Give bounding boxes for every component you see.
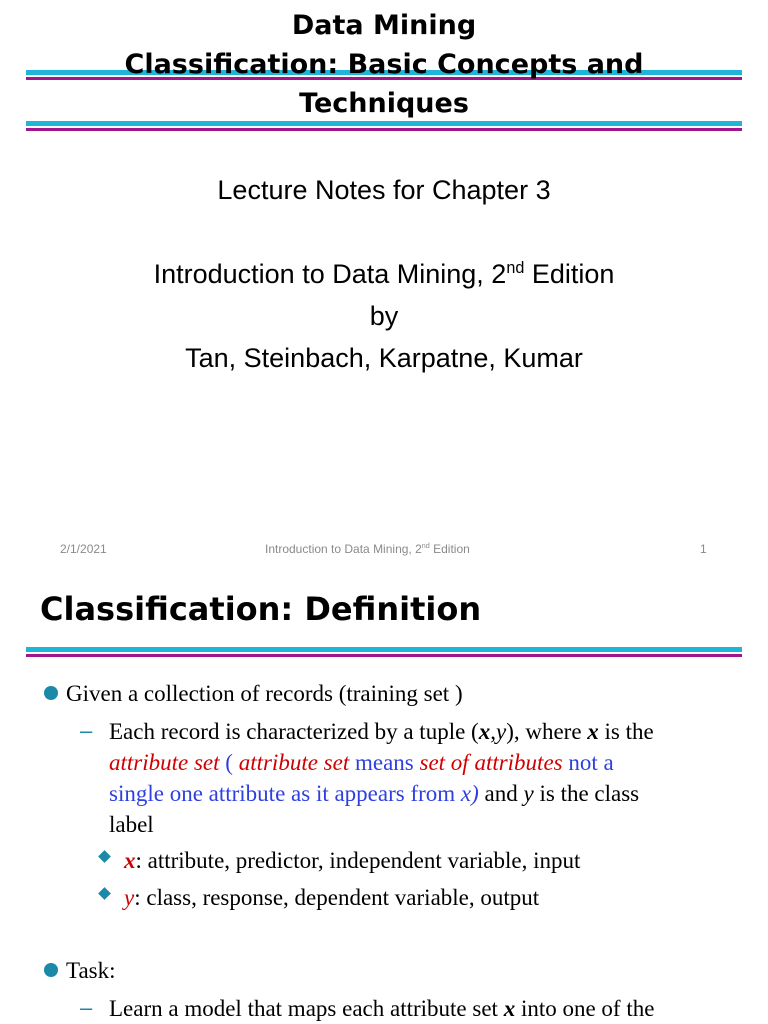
text-run: label <box>109 812 154 837</box>
footer-date: 2/1/2021 <box>60 542 107 556</box>
var-x: x <box>124 848 136 873</box>
book-title-pre: Introduction to Data Mining, 2 <box>153 259 507 289</box>
dash-bullet-icon: – <box>80 718 93 743</box>
book-title-sup: nd <box>506 259 525 277</box>
text-run: : class, response, dependent variable, output <box>134 885 540 910</box>
sub-bullet-record-tuple <box>109 716 739 840</box>
bullet-dot-icon <box>44 686 58 700</box>
blue-text: means <box>349 750 420 775</box>
red-text: attribute set <box>109 750 226 775</box>
footer-center <box>265 542 470 556</box>
diamond-bullet-icon <box>98 887 111 900</box>
sub-bullet-learn-model <box>109 993 739 1024</box>
text-run: and <box>478 781 524 806</box>
var-x: x <box>587 719 599 744</box>
dash-bullet-icon: – <box>80 995 93 1020</box>
text-run: is the class <box>533 781 640 806</box>
tertiary-bullet-y <box>124 882 734 913</box>
red-text: set of attributes <box>419 750 563 775</box>
text-run: Learn a model that maps each attribute set <box>109 996 504 1021</box>
text-run: Each record is characterized by a tuple ( <box>109 719 479 744</box>
authors: Tan, Steinbach, Karpatne, Kumar <box>185 343 583 373</box>
title-line-3: Techniques <box>299 88 469 119</box>
book-title <box>0 253 768 295</box>
slide-title <box>0 6 768 123</box>
var-y: y <box>495 719 507 744</box>
title-line-2: Classification: Basic Concepts and <box>124 49 644 80</box>
blue-text: x) <box>460 781 479 806</box>
blue-text: not a <box>562 750 614 775</box>
bullet-dot-icon <box>44 963 58 977</box>
bullet-training-set: Given a collection of records (training set ) <box>66 681 463 706</box>
title-line-1: Data Mining <box>291 10 477 41</box>
footer-center-sup: nd <box>421 541 430 550</box>
text-run: is the <box>598 719 654 744</box>
lecture-notes: Lecture Notes for Chapter 3 <box>217 175 551 205</box>
var-y: y <box>124 885 135 910</box>
text-run: ), where <box>506 719 588 744</box>
book-title-post: Edition <box>524 259 615 289</box>
var-x: x <box>478 719 491 744</box>
footer-center-pre: Introduction to Data Mining, 2 <box>265 542 422 556</box>
var-x: x <box>503 996 516 1021</box>
text-run: , <box>490 719 496 744</box>
blue-text: ( <box>225 750 239 775</box>
definition-slide <box>0 568 768 1024</box>
red-text: attribute set <box>238 750 350 775</box>
diamond-bullet-icon <box>98 850 111 863</box>
by-line: by <box>369 301 399 331</box>
text-run: into one of the <box>515 996 655 1021</box>
var-y: y <box>523 781 534 806</box>
text-run: : attribute, predictor, independent variable, input <box>135 848 581 873</box>
bullet-task: Task: <box>66 958 116 983</box>
tertiary-bullet-x <box>124 845 734 876</box>
footer-center-post: Edition <box>429 542 470 556</box>
slide-title: Classification: Definition <box>40 590 482 628</box>
blue-text: single one attribute as it appears from <box>109 781 461 806</box>
title-rule <box>26 647 742 657</box>
footer-page-number: 1 <box>700 542 707 556</box>
